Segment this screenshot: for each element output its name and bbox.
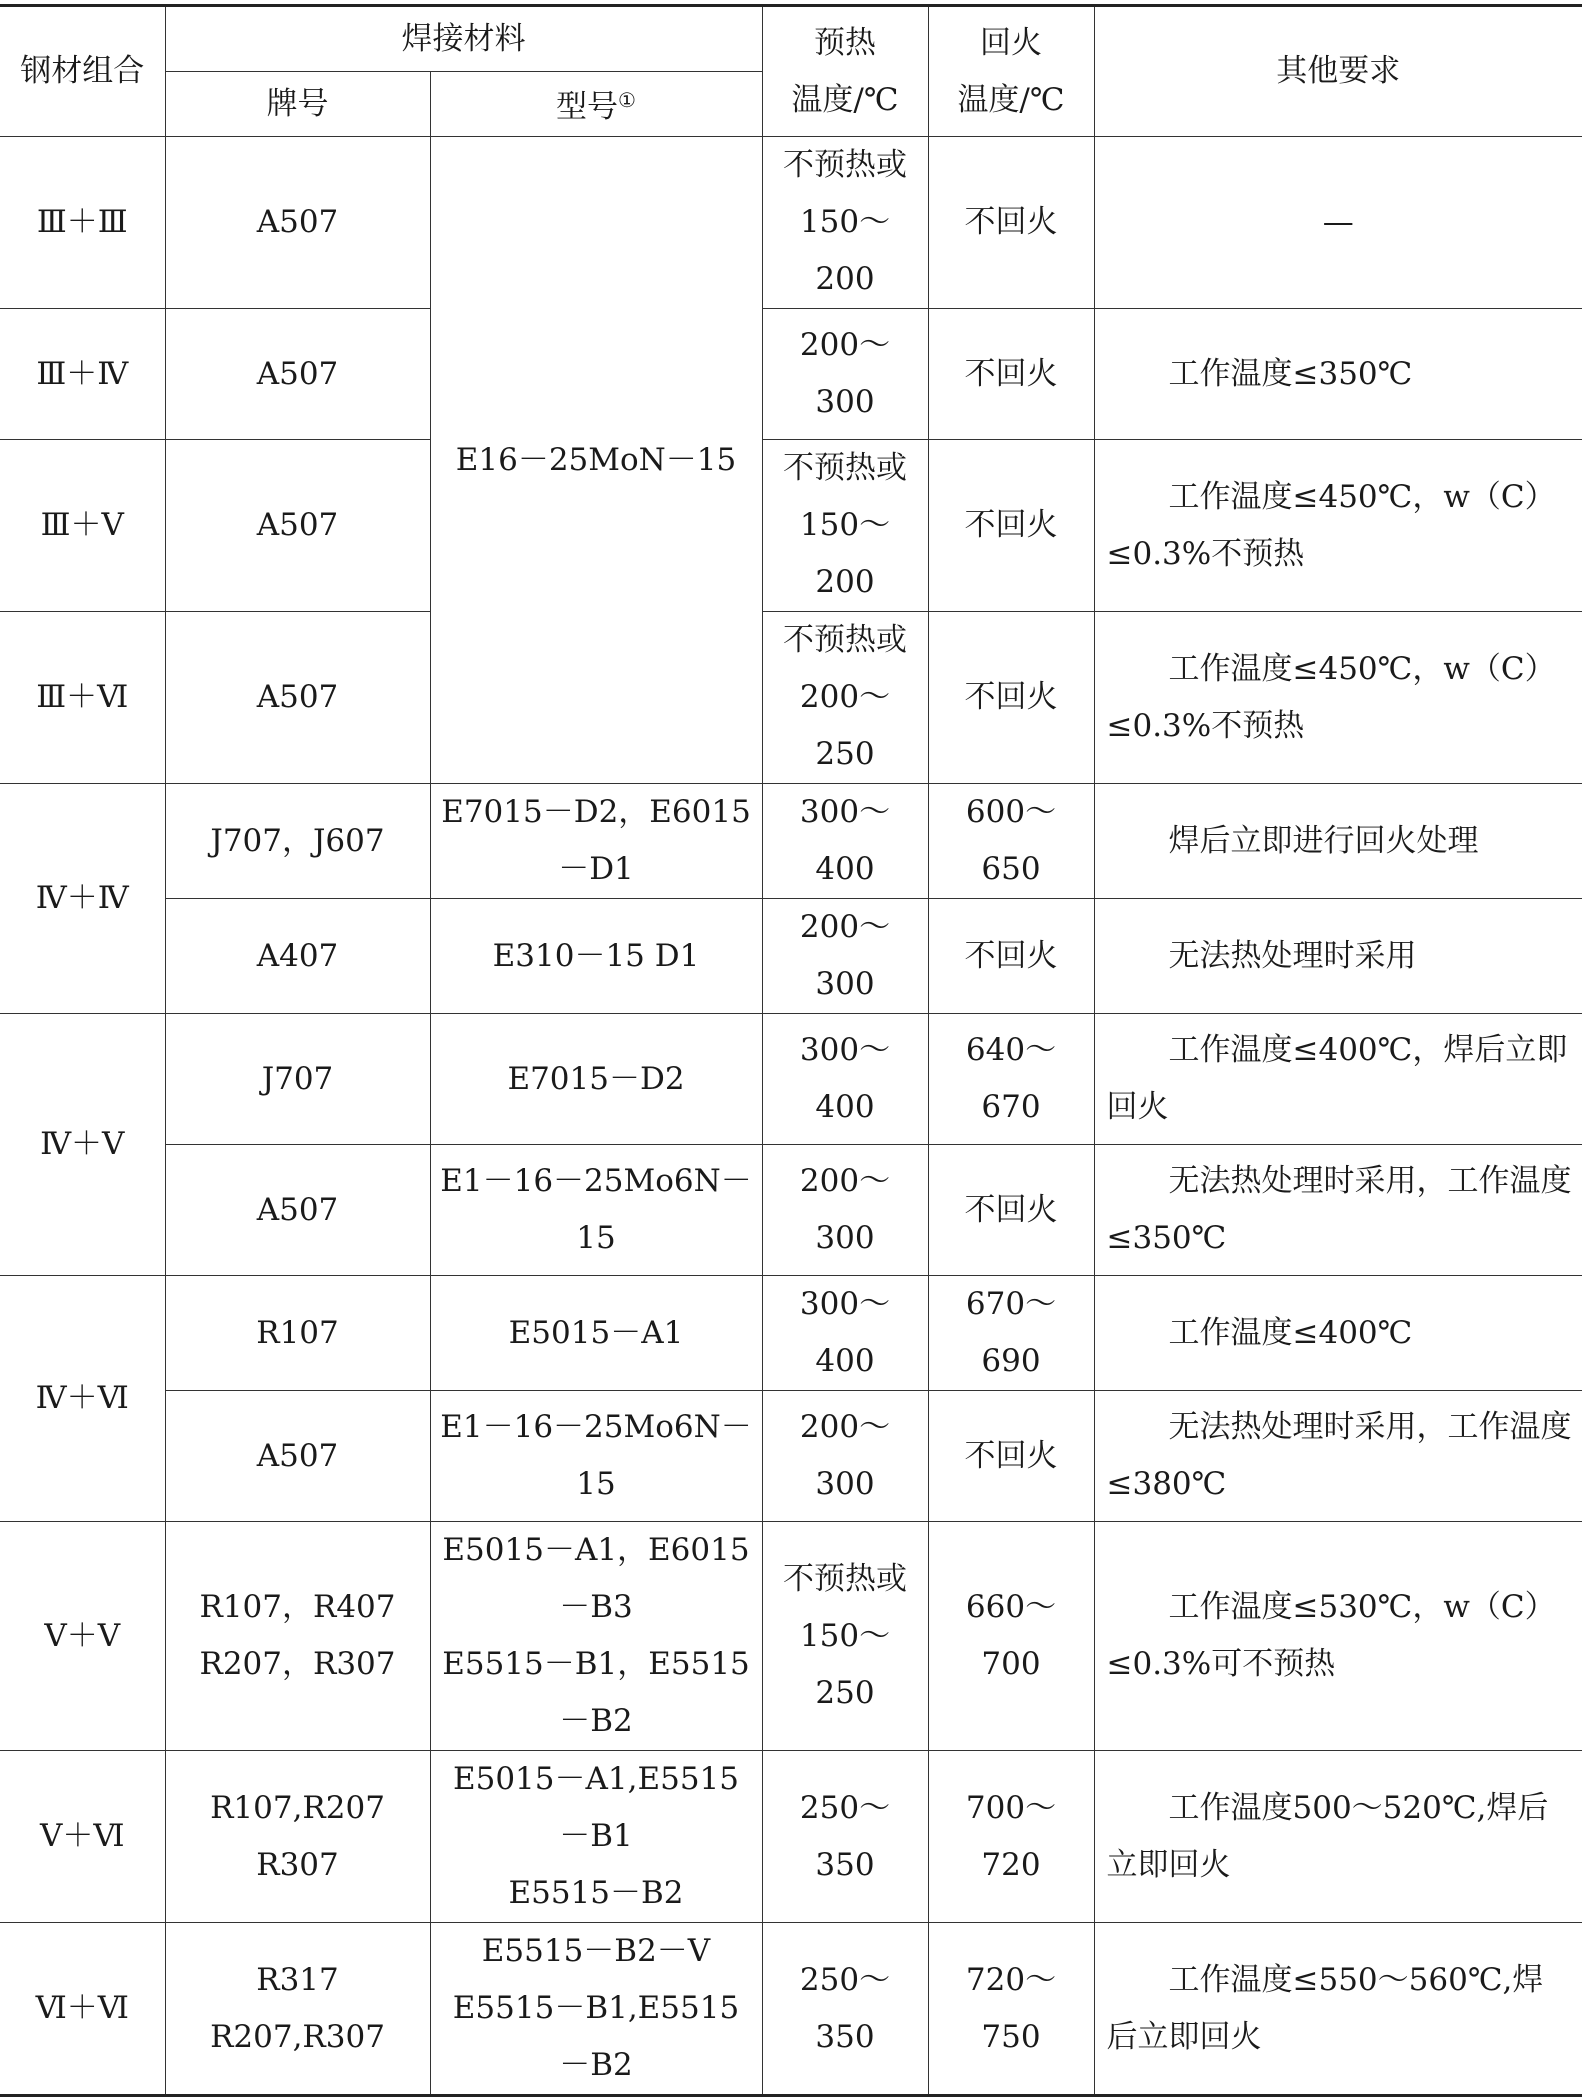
table-row — [0, 440, 1582, 612]
temper-cell: 660～700 — [928, 1522, 1094, 1751]
temper-cell: 700～720 — [928, 1751, 1094, 1923]
steel-combo-cell: Ⅳ＋Ⅴ — [0, 1014, 165, 1276]
model-line: E5515－B1,E5515－B2 — [452, 1990, 740, 2083]
model-cell: E7015－D2，E6015－D1 — [430, 784, 762, 899]
preheat-cell — [762, 612, 928, 784]
brand-line: R207，R307 — [199, 1646, 396, 1682]
brand-line: R307 — [256, 1846, 339, 1883]
table-row — [0, 1014, 1582, 1145]
table-row — [0, 1276, 1582, 1391]
brand-cell: A507 — [165, 1145, 430, 1276]
table-row — [0, 1522, 1582, 1751]
preheat-line: 不预热或 — [783, 147, 907, 183]
preheat-line: 150～200 — [799, 204, 891, 297]
preheat-cell: 200～300 — [762, 899, 928, 1014]
model-cell: E1－16－25Mo6N－15 — [430, 1391, 762, 1522]
table-row — [0, 784, 1582, 899]
model-line: E5015－A1,E5515－B1 — [452, 1761, 739, 1854]
model-line: E5515－B2 — [508, 1875, 684, 1911]
steel-combo-cell: Ⅳ＋Ⅳ — [0, 784, 165, 1014]
header-model-text: 型号 — [556, 89, 619, 125]
temper-cell: 不回火 — [928, 1145, 1094, 1276]
preheat-cell: 250～350 — [762, 1751, 928, 1923]
header-temper-line1: 回火 — [980, 24, 1042, 61]
brand-cell: A507 — [165, 309, 430, 440]
preheat-cell: 200～300 — [762, 1145, 928, 1276]
other-cell: 无法热处理时采用 — [1094, 899, 1582, 1014]
preheat-line: 不预热或 — [783, 622, 907, 658]
preheat-cell — [762, 1522, 928, 1751]
temper-cell: 720～750 — [928, 1923, 1094, 2096]
brand-line: R107，R407 — [199, 1589, 396, 1625]
table-row — [0, 612, 1582, 784]
header-row-1 — [0, 6, 1582, 72]
header-other: 其他要求 — [1094, 6, 1582, 137]
other-cell: 无法热处理时采用，工作温度≤380℃ — [1094, 1391, 1582, 1522]
model-cell: E310－15 D1 — [430, 899, 762, 1014]
steel-combo-cell: Ⅴ＋Ⅵ — [0, 1751, 165, 1923]
other-cell: 工作温度≤350℃ — [1094, 309, 1582, 440]
preheat-cell: 200～300 — [762, 1391, 928, 1522]
brand-line: R107,R207 — [210, 1789, 385, 1826]
preheat-line: 200～250 — [799, 679, 891, 772]
model-cell: E1－16－25Mo6N－15 — [430, 1145, 762, 1276]
header-model — [430, 72, 762, 137]
model-cell: E7015－D2 — [430, 1014, 762, 1145]
steel-combo-cell: Ⅳ＋Ⅵ — [0, 1276, 165, 1522]
temper-cell: 不回火 — [928, 612, 1094, 784]
steel-combo-cell: Ⅲ＋Ⅴ — [0, 440, 165, 612]
temper-cell: 不回火 — [928, 309, 1094, 440]
shared-model-cell: E16－25MoN－15 — [430, 137, 762, 784]
brand-cell: A507 — [165, 440, 430, 612]
preheat-cell: 200～300 — [762, 309, 928, 440]
brand-cell: J707，J607 — [165, 784, 430, 899]
preheat-cell: 250～350 — [762, 1923, 928, 2096]
header-preheat-line1: 预热 — [814, 24, 876, 61]
preheat-cell: 300～400 — [762, 1014, 928, 1145]
other-cell: 工作温度≤400℃ — [1094, 1276, 1582, 1391]
table-row — [0, 1145, 1582, 1276]
steel-combo-cell: Ⅴ＋Ⅴ — [0, 1522, 165, 1751]
table-row — [0, 1391, 1582, 1522]
header-brand: 牌号 — [165, 72, 430, 137]
footnote-marker: ① — [618, 88, 636, 112]
brand-cell: J707 — [165, 1014, 430, 1145]
table-row — [0, 899, 1582, 1014]
brand-cell: R107 — [165, 1276, 430, 1391]
brand-cell: A507 — [165, 612, 430, 784]
header-preheat — [762, 6, 928, 137]
temper-cell: 670～690 — [928, 1276, 1094, 1391]
brand-cell — [165, 1751, 430, 1923]
model-cell: E5015－A1 — [430, 1276, 762, 1391]
preheat-cell: 300～400 — [762, 1276, 928, 1391]
brand-line: R317 — [256, 1961, 339, 1998]
brand-cell — [165, 1923, 430, 2096]
preheat-cell — [762, 440, 928, 612]
preheat-line: 不预热或 — [783, 1560, 907, 1597]
other-cell: 工作温度≤400℃，焊后立即回火 — [1094, 1014, 1582, 1145]
model-line: E5515－B1，E5515－B2 — [442, 1646, 750, 1739]
model-cell — [430, 1522, 762, 1751]
brand-line: R207,R307 — [210, 2018, 385, 2055]
other-cell: — — [1094, 137, 1582, 309]
model-line: E5015－A1，E6015－B3 — [442, 1532, 750, 1625]
header-preheat-line2: 温度/℃ — [791, 81, 899, 118]
brand-cell: A507 — [165, 137, 430, 309]
brand-cell — [165, 1522, 430, 1751]
steel-combo-cell: Ⅲ＋Ⅲ — [0, 137, 165, 309]
brand-cell: A507 — [165, 1391, 430, 1522]
header-welding-material: 焊接材料 — [165, 6, 762, 72]
preheat-line: 不预热或 — [783, 450, 907, 486]
model-cell — [430, 1751, 762, 1923]
preheat-line: 150～250 — [799, 1617, 891, 1711]
temper-cell: 不回火 — [928, 1391, 1094, 1522]
table-row — [0, 309, 1582, 440]
temper-cell: 不回火 — [928, 440, 1094, 612]
table-row — [0, 137, 1582, 309]
preheat-cell — [762, 137, 928, 309]
model-cell — [430, 1923, 762, 2096]
temper-cell: 不回火 — [928, 899, 1094, 1014]
other-cell: 工作温度≤450℃，w（C）≤0.3%不预热 — [1094, 612, 1582, 784]
temper-cell: 不回火 — [928, 137, 1094, 309]
welding-table — [0, 4, 1582, 2097]
steel-combo-cell: Ⅵ＋Ⅵ — [0, 1923, 165, 2096]
model-line: E5515－B2－V — [481, 1933, 711, 1969]
steel-combo-cell: Ⅲ＋Ⅵ — [0, 612, 165, 784]
header-temper — [928, 6, 1094, 137]
header-temper-line2: 温度/℃ — [957, 81, 1065, 118]
header-steel-combo: 钢材组合 — [0, 6, 165, 137]
preheat-line: 150～200 — [799, 507, 891, 600]
other-cell: 焊后立即进行回火处理 — [1094, 784, 1582, 899]
temper-cell: 640～670 — [928, 1014, 1094, 1145]
other-cell: 无法热处理时采用，工作温度≤350℃ — [1094, 1145, 1582, 1276]
other-cell: 工作温度≤450℃，w（C）≤0.3%不预热 — [1094, 440, 1582, 612]
other-cell: 工作温度≤550～560℃,焊后立即回火 — [1094, 1923, 1582, 2096]
steel-combo-cell: Ⅲ＋Ⅳ — [0, 309, 165, 440]
other-cell: 工作温度500～520℃,焊后立即回火 — [1094, 1751, 1582, 1923]
temper-cell: 600～650 — [928, 784, 1094, 899]
table-row — [0, 1923, 1582, 2096]
preheat-cell: 300～400 — [762, 784, 928, 899]
other-cell: 工作温度≤530℃，w（C）≤0.3%可不预热 — [1094, 1522, 1582, 1751]
table-row — [0, 1751, 1582, 1923]
brand-cell: A407 — [165, 899, 430, 1014]
